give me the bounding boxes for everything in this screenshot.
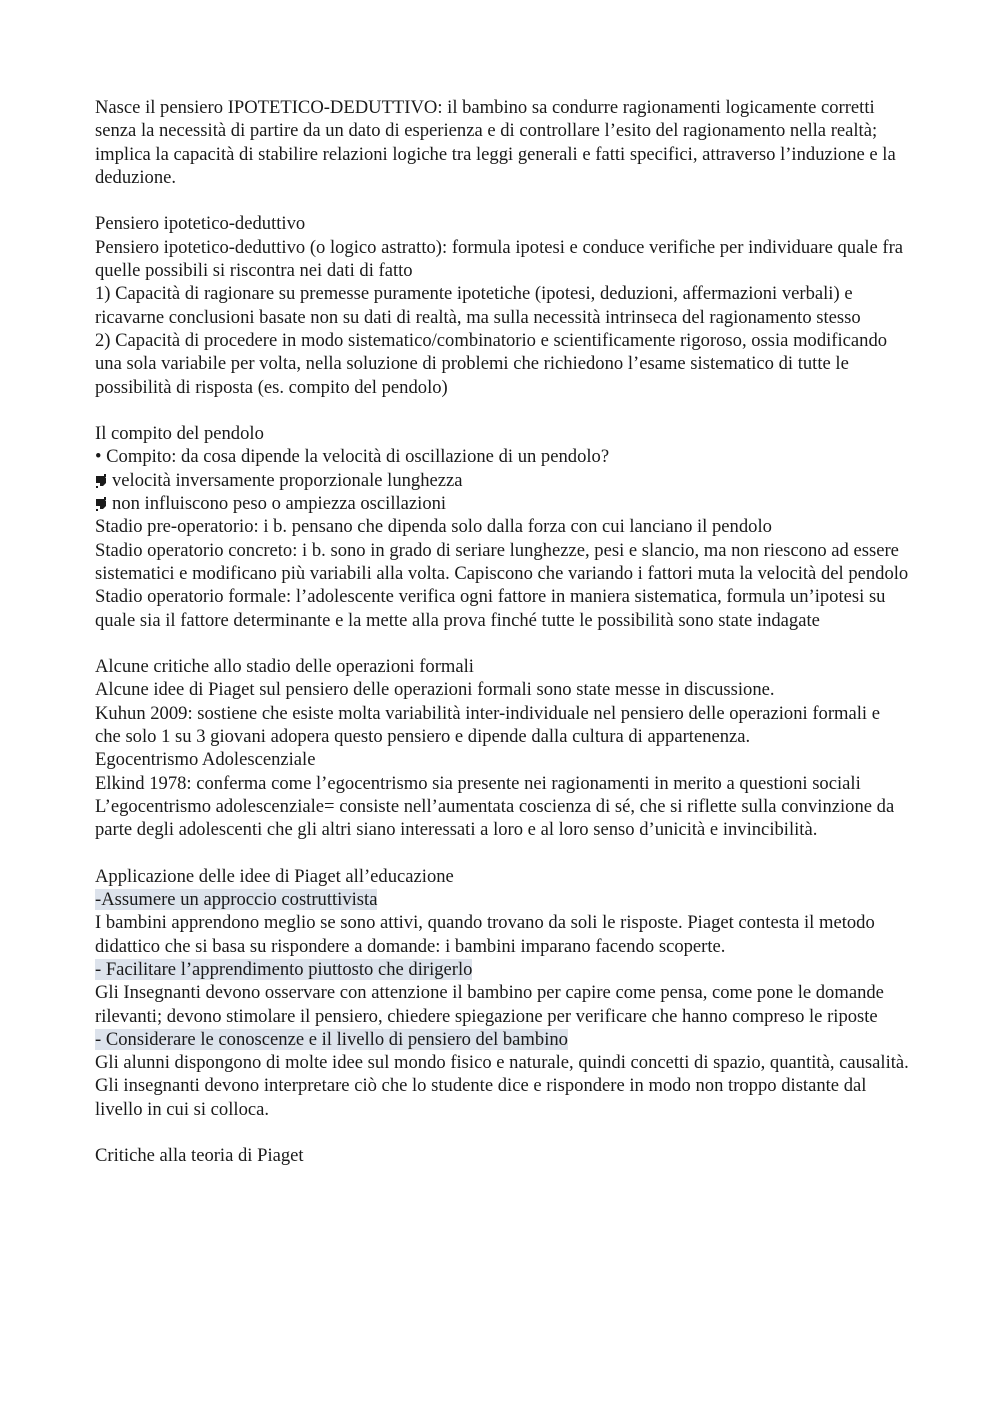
paragraph: Pensiero ipotetico-deduttivo (o logico astratto): formula ipotesi e conduce verifiche per individuare quale fra quelle possibili si riscontra nei dati di fatto <box>95 236 904 282</box>
paragraph: I bambini apprendono meglio se sono attivi, quando trovano da soli le risposte. Piaget contesta il metodo didattico che si basa su rispondere a domande: i bambini imparano facendo scoperte. <box>95 912 875 957</box>
paragraph: 2) Capacità di procedere in modo sistematico/combinatorio e scientificamente rigoroso, ossia modificando una sola variabile per volta, nella soluzione di problemi che richiedono l’esame sistematico di tutte le possibilità di risposta (es. compito del pendolo) <box>95 329 888 398</box>
paragraph: L’egocentrismo adolescenziale= consiste nell’aumentata coscienza di sé, che si riflette sulla convinzione da parte degli adolescenti che gli altri siano interessati a loro e al loro senso d’unicità e invincibilità. <box>95 795 895 841</box>
bullet-text: non influiscono peso o ampiezza oscillazioni <box>112 493 447 515</box>
paragraph: Stadio operatorio concreto: i b. sono in grado di seriare lunghezze, pesi e slancio, ma non riescono ad essere sistematici e modificano più variabili alla volta. Capiscono che variando i fattori muta la velocità del pendolo <box>95 539 909 584</box>
paragraph: Kuhun 2009: sostiene che esiste molta variabilità inter-individuale nel pensiero delle operazioni formali e che solo 1 su 3 giovani adopera questo pensiero e dipende dalla cultura di appartenenza. <box>95 702 880 748</box>
section-heading-pensiero: Pensiero ipotetico-deduttivo <box>95 213 306 235</box>
paragraph: Stadio pre-operatorio: i b. pensano che dipenda solo dalla forza con cui lanciano il pendolo <box>95 516 772 538</box>
bullet-text: velocità inversamente proporzionale lunghezza <box>112 469 463 491</box>
bullet-item <box>95 492 910 515</box>
bullet-item: • Compito: da cosa dipende la velocità di oscillazione di un pendolo? <box>95 446 610 468</box>
section-heading-critiche: Alcune critiche allo stadio delle operazioni formali <box>95 656 474 678</box>
bullet-item <box>95 469 910 492</box>
highlighted-subheading: - Considerare le conoscenze e il livello di pensiero del bambino <box>95 1028 568 1050</box>
paragraph: Gli Insegnanti devono osservare con attenzione il bambino per capire come pensa, come pone le domande rilevanti; devono stimolare il pensiero, chiedere spiegazione per verificare che hanno compreso le riposte <box>95 982 884 1027</box>
section-heading-applicazione: Applicazione delle idee di Piaget all’educazione <box>95 865 454 887</box>
highlighted-subheading: - Facilitare l’apprendimento piuttosto che dirigerlo <box>95 958 473 980</box>
hand-pointer-icon <box>95 497 107 511</box>
paragraph: Alcune idee di Piaget sul pensiero delle operazioni formali sono state messe in discussione. <box>95 679 775 701</box>
paragraph: Stadio operatorio formale: l’adolescente verifica ogni fattore in maniera sistematica, formula un’ipotesi su quale sia il fattore determinante e la mette alla prova finché tutte le possibilità sono state indagate <box>95 586 886 631</box>
intro-paragraph: Nasce il pensiero IPOTETICO-DEDUTTIVO: il bambino sa condurre ragionamenti logicamente corretti senza la necessità di partire da un dato di esperienza e di controllare l’esito del ragionamento nella realtà; implica la capacità di stabilire relazioni logiche tra leggi generali e fatti specifici, attraverso l’induzione e la deduzione. <box>95 97 896 188</box>
section-heading-pendolo: Il compito del pendolo <box>95 423 264 445</box>
section-heading-teoria: Critiche alla teoria di Piaget <box>95 1145 304 1167</box>
paragraph: Gli alunni dispongono di molte idee sul mondo fisico e naturale, quindi concetti di spazio, quantità, causalità. Gli insegnanti devono interpretare ciò che lo studente dice e rispondere in modo non troppo distante dal livello in cui si colloca. <box>95 1052 909 1120</box>
paragraph: 1) Capacità di ragionare su premesse puramente ipotetiche (ipotesi, deduzioni, affermazioni verbali) e ricavarne conclusioni basate non su dati di realtà, ma sulla necessità intrinseca del ragionamento stesso <box>95 283 861 328</box>
hand-pointer-icon <box>95 474 107 488</box>
paragraph: Elkind 1978: conferma come l’egocentrismo sia presente nei ragionamenti in merito a questioni sociali <box>95 772 861 794</box>
highlighted-subheading: -Assumere un approccio costruttivista <box>95 889 378 911</box>
document-body <box>95 96 910 1168</box>
section-heading-egocentrismo: Egocentrismo Adolescenziale <box>95 749 316 771</box>
